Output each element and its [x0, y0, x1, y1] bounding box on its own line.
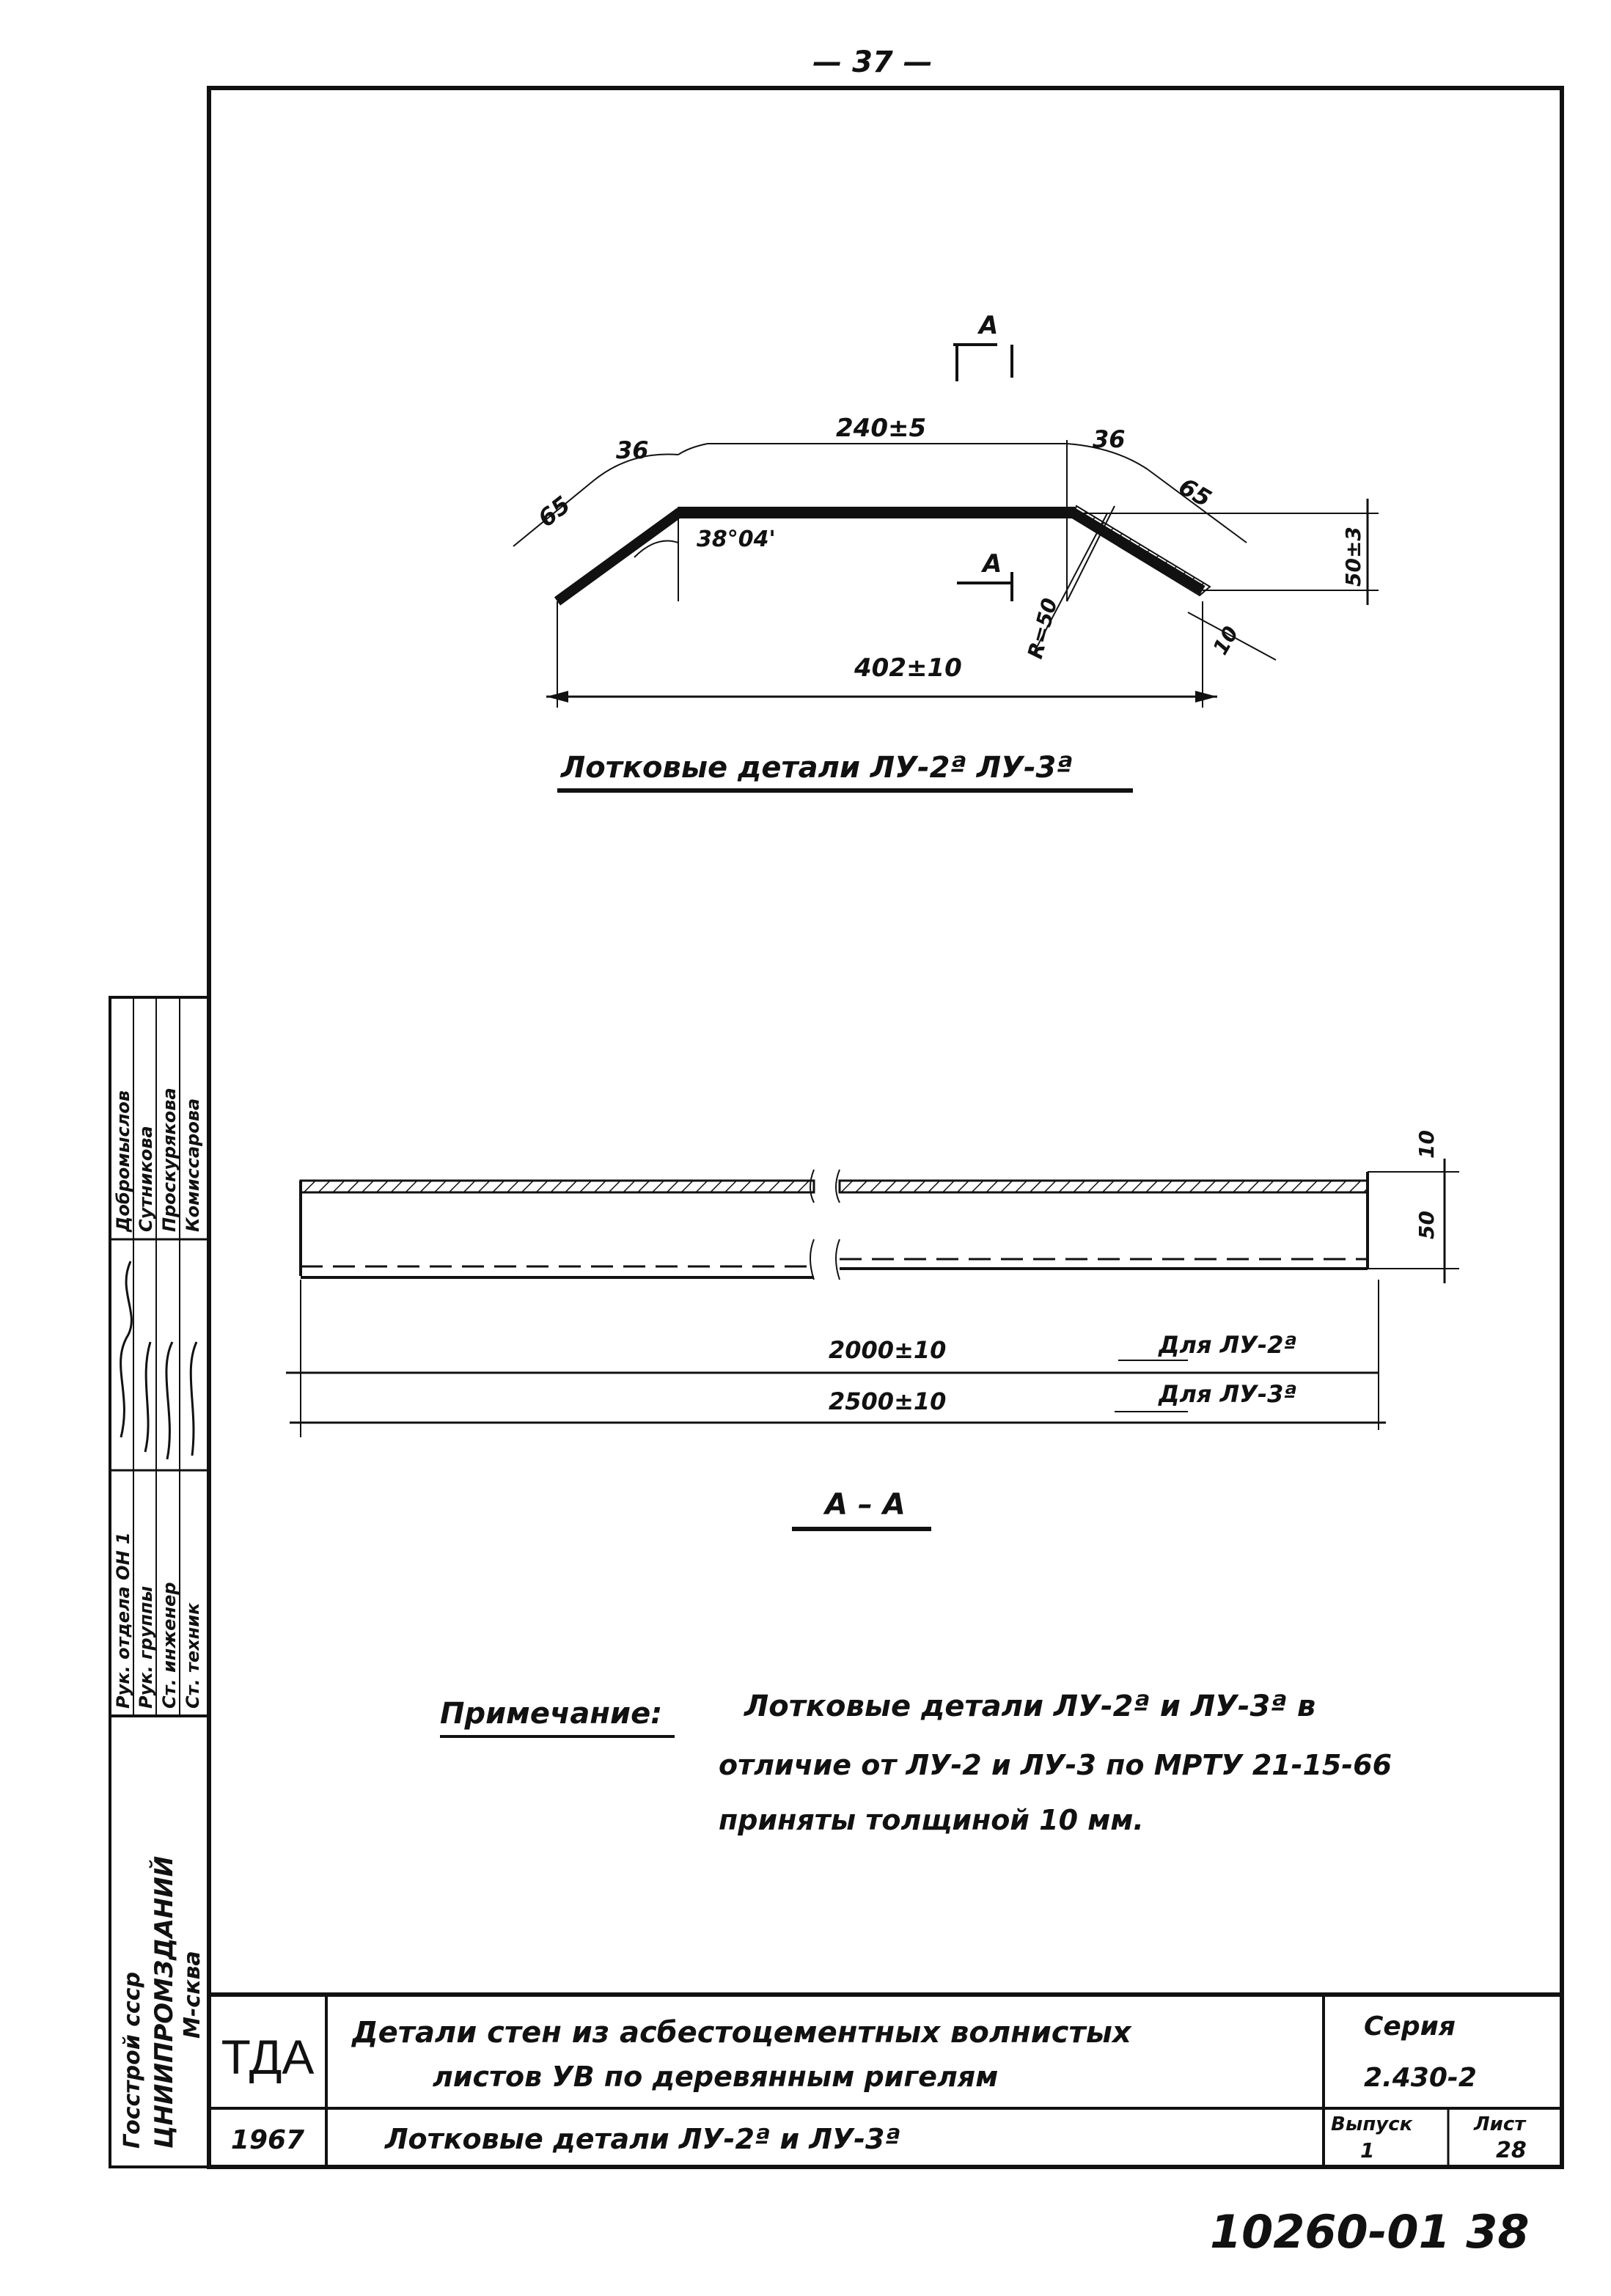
stamp-org-1: Госстрой ссср	[120, 1971, 145, 2149]
section-marker-mid: А	[983, 549, 1002, 579]
stamp-org-2: ЦНИИПРОМЗДАНИЙ	[150, 1855, 179, 2149]
stamp-roles-3: Ст. инженер	[159, 1582, 180, 1709]
section-caption: А – А	[825, 1488, 906, 1522]
sheet-value: 28	[1496, 2138, 1527, 2163]
sheet-label: Лист	[1474, 2113, 1526, 2135]
note-line-3: приняты толщиной 10 мм.	[719, 1804, 1144, 1836]
title-line-1: Детали стен из асбестоцементных волнистых	[352, 2016, 1131, 2050]
title-subtitle: Лотковые детали ЛУ-2ª и ЛУ-3ª	[385, 2123, 900, 2155]
stamp-roles-4: Ст. техник	[183, 1602, 203, 1709]
dim-left-bend: 36	[616, 436, 649, 464]
dim-right-flange: 65	[1174, 472, 1216, 513]
note-line-1: Лотковые детали ЛУ-2ª и ЛУ-3ª в	[744, 1690, 1316, 1723]
stamp-names-2: Сутникова	[136, 1126, 156, 1232]
issue-value: 1	[1360, 2138, 1375, 2163]
title-year: 1967	[230, 2125, 305, 2155]
profile-caption: Лотковые детали ЛУ-2ª ЛУ-3ª	[561, 751, 1073, 785]
series-label: Серия	[1364, 2011, 1456, 2042]
dim-radius: R=50	[1022, 595, 1063, 661]
title-line-2: листов УВ по деревянным ригелям	[433, 2061, 999, 2093]
archive-number: 10260-01 38	[1210, 2205, 1530, 2259]
note-label: Примечание:	[440, 1697, 663, 1731]
section-note-2: Для ЛУ-2ª	[1159, 1331, 1297, 1359]
dim-left-flange: 65	[532, 490, 576, 533]
issue-label: Выпуск	[1331, 2113, 1413, 2135]
section-marker-top: А	[979, 311, 999, 340]
drawing-frame	[209, 88, 1562, 2167]
dim-angle: 38°04'	[697, 527, 776, 552]
section-height: 50	[1414, 1211, 1439, 1239]
series-value: 2.430-2	[1364, 2063, 1477, 2093]
section-length-2: 2000±10	[829, 1336, 947, 1364]
section-note-3: Для ЛУ-3ª	[1159, 1380, 1297, 1408]
dim-overall-width: 402±10	[854, 653, 962, 683]
section-length-3: 2500±10	[829, 1387, 947, 1415]
stamp-org-3: М-сква	[180, 1951, 205, 2039]
signatures	[121, 1261, 197, 1459]
dim-height: 50±3	[1341, 527, 1365, 587]
stamp-roles-1: Рук. отдела ОН 1	[113, 1532, 133, 1709]
stamp-roles-2: Рук. группы	[136, 1585, 156, 1709]
stamp-names-3: Проскурякова	[159, 1088, 180, 1232]
title-code: ТДА	[221, 2030, 315, 2084]
section-thickness: 10	[1414, 1130, 1439, 1159]
stamp-names-1: Добромыслов	[113, 1090, 133, 1232]
dim-top-length: 240±5	[836, 414, 927, 443]
dim-right-bend: 36	[1093, 425, 1126, 453]
page-number: — 37 —	[812, 45, 933, 79]
dim-thickness: 10	[1208, 622, 1244, 659]
stamp-names-4: Комиссарова	[183, 1098, 203, 1232]
note-line-2: отличие от ЛУ-2 и ЛУ-3 по МРТУ 21-15-66	[719, 1749, 1392, 1781]
